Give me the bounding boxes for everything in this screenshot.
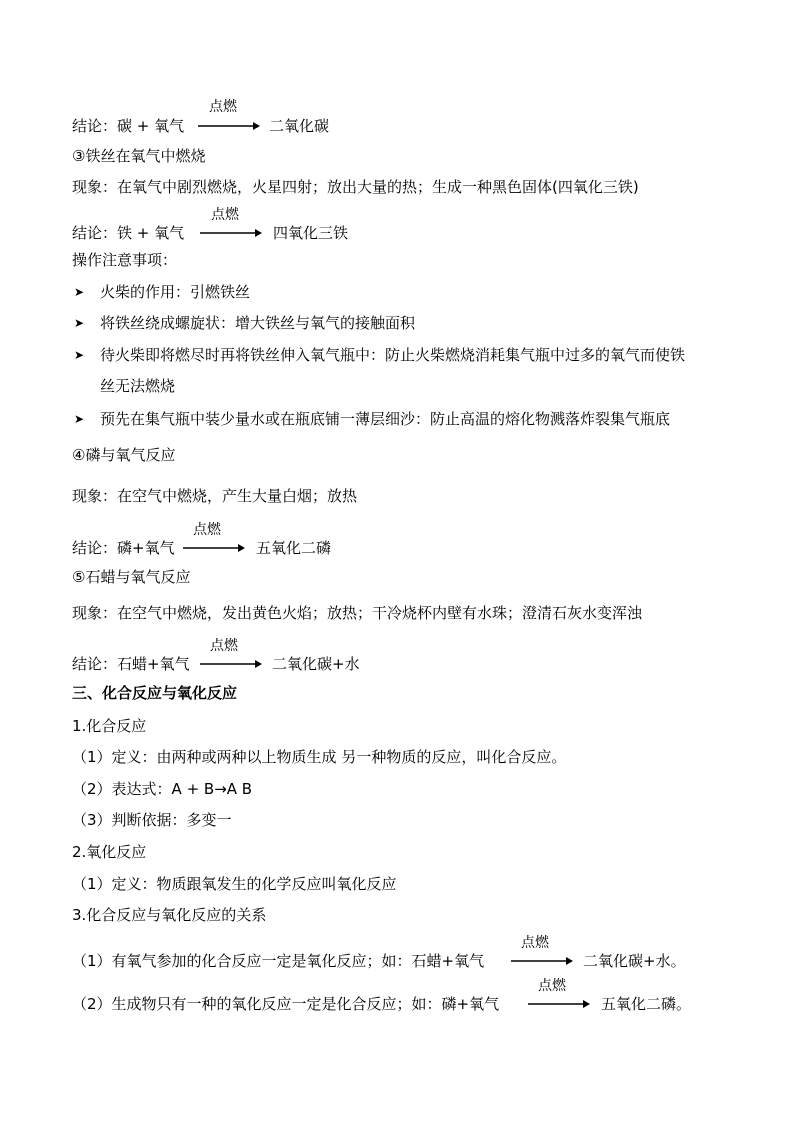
paraffin-reactants: 结论：石蜡+氧气 [72,655,190,673]
iron-title: ③铁丝在氧气中燃烧 [72,147,206,165]
bullet-arrow-icon: ➤ [74,348,85,362]
paraffin-condition: 点燃 [210,638,238,654]
paraffin-product: 二氧化碳+水 [272,655,360,673]
iron-notes-title: 操作注意事项： [72,251,178,269]
phosphorus-condition: 点燃 [193,522,221,538]
iron-arrow [200,228,262,238]
bullet-arrow-icon: ➤ [74,285,85,299]
relation-item-2-text: （2）生成物只有一种的氧化反应一定是化合反应；如：磷+氧气 [72,995,500,1013]
relation-item-1-condition: 点燃 [521,935,549,951]
relation-item-1-product: 二氧化碳+水。 [583,952,686,970]
relation-item-2-arrow [528,999,590,1009]
relation-title: 3.化合反应与氧化反应的关系 [72,906,267,924]
iron-condition: 点燃 [211,207,239,223]
iron-phenomenon: 现象：在氧气中剧烈燃烧，火星四射；放出大量的热；生成一种黑色固体(四氧化三铁) [72,178,639,196]
iron-reactants: 结论：铁 + 氧气 [72,224,185,242]
paraffin-arrow [200,659,262,669]
relation-item-1-arrow [511,956,573,966]
relation-item-1-text: （1）有氧气参加的化合反应一定是氧化反应；如：石蜡+氧气 [72,952,485,970]
phosphorus-reactants: 结论：磷+氧气 [72,539,175,557]
iron-note-3: 待火柴即将燃尽时再将铁丝伸入氧气瓶中：防止火柴燃烧消耗集气瓶中过多的氧气而使铁 [100,346,686,364]
iron-note-4: 预先在集气瓶中装少量水或在瓶底铺一薄层细沙：防止高温的熔化物溅落炸裂集气瓶底 [100,410,671,428]
combination-definition: （1）定义：由两种或两种以上物质生成 另一种物质的反应，叫化合反应。 [72,748,567,766]
combination-criterion: （3）判断依据：多变一 [72,811,232,829]
phosphorus-product: 五氧化二磷 [256,539,332,557]
bullet-arrow-icon: ➤ [74,316,85,330]
section3-heading: 三、化合反应与氧化反应 [72,684,238,702]
iron-note-3-continued: 丝无法燃烧 [100,377,176,395]
iron-product: 四氧化三铁 [273,224,349,242]
phosphorus-title: ④磷与氧气反应 [72,446,176,464]
relation-item-2-product: 五氧化二磷。 [601,995,692,1013]
oxidation-title: 2.氧化反应 [72,843,147,861]
carbon-reactants: 结论：碳 + 氧气 [72,117,185,135]
paraffin-title: ⑤石蜡与氧气反应 [72,568,191,586]
iron-note-1: 火柴的作用：引燃铁丝 [100,283,251,301]
phosphorus-phenomenon: 现象：在空气中燃烧，产生大量白烟；放热 [72,487,358,505]
carbon-condition: 点燃 [209,99,237,115]
carbon-product: 二氧化碳 [269,117,330,135]
bullet-arrow-icon: ➤ [74,412,85,426]
combination-expression: （2）表达式：A + B→A B [72,780,253,798]
paraffin-phenomenon: 现象：在空气中燃烧，发出黄色火焰；放热；干冷烧杯内壁有水珠；澄清石灰水变浑浊 [72,604,643,622]
carbon-arrow [198,121,260,131]
iron-note-2: 将铁丝绕成螺旋状：增大铁丝与氧气的接触面积 [100,314,416,332]
combination-title: 1.化合反应 [72,717,147,735]
phosphorus-arrow [183,543,245,553]
oxidation-definition: （1）定义：物质跟氧发生的化学反应叫氧化反应 [72,875,397,893]
relation-item-2-condition: 点燃 [538,978,566,994]
